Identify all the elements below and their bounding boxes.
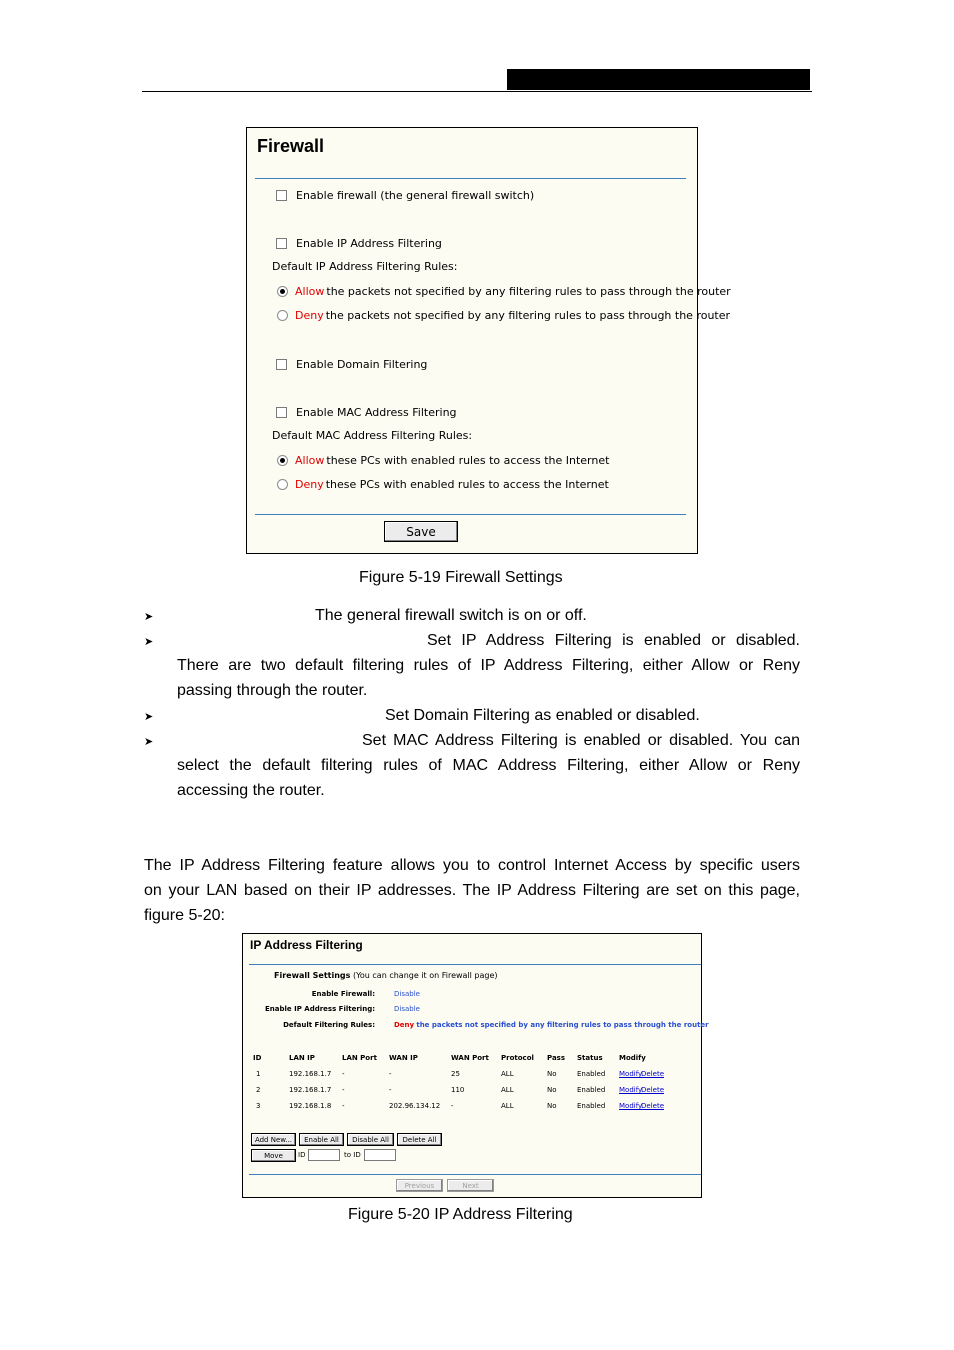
- enable-mac-filtering-row: [276, 406, 457, 419]
- mac-deny-radio[interactable]: [277, 479, 288, 490]
- enable-ip-filtering-row: [276, 237, 442, 250]
- title-divider: [255, 178, 686, 179]
- bullet-arrow-icon: ➤: [144, 711, 154, 723]
- table-row-status: Enabled: [577, 1086, 606, 1094]
- table-row-lan-port: -: [342, 1086, 345, 1094]
- settings-heading-text: Firewall Settings: [274, 971, 351, 980]
- ip-filtering-title: IP Address Filtering: [250, 938, 363, 952]
- table-row-lan-port: -: [342, 1102, 345, 1110]
- move-from-id-input[interactable]: [308, 1149, 340, 1161]
- move-to-id-label: to ID: [344, 1151, 361, 1159]
- delete-all-button[interactable]: Delete All: [397, 1133, 442, 1146]
- table-row-pass: No: [547, 1086, 557, 1094]
- firewall-settings-heading: [274, 971, 498, 980]
- default-rules-text: the packets not specified by any filtering rules to pass through the router: [416, 1021, 709, 1029]
- table-row-lan-ip: 192.168.1.7: [289, 1070, 332, 1078]
- figure-caption-5-20: Figure 5-20 IP Address Filtering: [348, 1206, 573, 1223]
- modify-link[interactable]: Modify: [619, 1070, 643, 1078]
- next-button[interactable]: Next: [447, 1179, 494, 1192]
- ip-allow-radio[interactable]: [277, 286, 288, 297]
- bullet-2-line-3: passing through the router.: [177, 682, 368, 699]
- default-rules-word: Deny: [394, 1021, 415, 1029]
- default-rules-label: Default Filtering Rules:: [283, 1021, 375, 1029]
- ip-title-divider: [249, 964, 701, 965]
- table-row-pass: No: [547, 1102, 557, 1110]
- table-row-id: 3: [256, 1102, 261, 1110]
- enable-domain-filtering-row: [276, 358, 427, 371]
- table-row-id: 2: [256, 1086, 261, 1094]
- move-button[interactable]: Move: [251, 1149, 296, 1162]
- enable-firewall-row: [276, 189, 534, 202]
- table-row-lan-ip: 192.168.1.7: [289, 1086, 332, 1094]
- enable-mac-filtering-checkbox[interactable]: [276, 407, 287, 418]
- col-header-pass: Pass: [547, 1054, 565, 1062]
- enable-firewall-label: Enable firewall (the general firewall switch): [296, 189, 535, 202]
- bullet-4-line-3: accessing the router.: [177, 782, 325, 799]
- bullet-2-line-2: There are two default filtering rules of IP Address Filtering, either Allow or Reny: [177, 657, 800, 674]
- enable-domain-filtering-checkbox[interactable]: [276, 359, 287, 370]
- enable-firewall-value: Disable: [394, 990, 420, 998]
- mac-rules-label: Default MAC Address Filtering Rules:: [272, 429, 473, 442]
- mac-allow-row: [277, 454, 609, 467]
- modify-link[interactable]: Modify: [619, 1086, 643, 1094]
- paragraph-line-3: figure 5-20:: [144, 907, 225, 924]
- bullet-2-first-line: Set IP Address Filtering is enabled or disabled.: [427, 632, 800, 649]
- enable-ip-filtering-checkbox[interactable]: [276, 238, 287, 249]
- enable-mac-filtering-label: Enable MAC Address Filtering: [296, 406, 457, 419]
- mac-allow-word: Allow: [295, 454, 325, 467]
- table-row-wan-ip: -: [389, 1086, 392, 1094]
- ip-allow-text: the packets not specified by any filtering rules to pass through the router: [326, 285, 731, 298]
- enable-ip-filtering-value: Disable: [394, 1005, 420, 1013]
- bullet-3-text: Set Domain Filtering as enabled or disabled.: [385, 707, 700, 724]
- previous-button[interactable]: Previous: [396, 1179, 443, 1192]
- ip-rules-label: Default IP Address Filtering Rules:: [272, 260, 458, 273]
- table-row-wan-ip: 202.96.134.12: [389, 1102, 441, 1110]
- enable-all-button[interactable]: Enable All: [299, 1133, 344, 1146]
- default-rules-value: [394, 1021, 709, 1029]
- table-row-protocol: ALL: [501, 1070, 514, 1078]
- enable-firewall-checkbox[interactable]: [276, 190, 287, 201]
- ip-allow-row: [277, 285, 731, 298]
- table-row-lan-ip: 192.168.1.8: [289, 1102, 332, 1110]
- ip-deny-text: the packets not specified by any filtering rules to pass through the router: [325, 309, 731, 322]
- firewall-title: Firewall: [257, 136, 325, 156]
- enable-ip-filtering-label: Enable IP Address Filtering:: [265, 1005, 375, 1013]
- paragraph-line-1: The IP Address Filtering feature allows you to control Internet Access by specific users: [144, 857, 800, 874]
- move-id-label: ID: [298, 1151, 306, 1159]
- delete-link[interactable]: Delete: [641, 1102, 664, 1110]
- enable-firewall-label: Enable Firewall:: [311, 990, 375, 998]
- disable-all-button[interactable]: Disable All: [347, 1133, 394, 1146]
- mac-allow-radio[interactable]: [277, 455, 288, 466]
- delete-link[interactable]: Delete: [641, 1070, 664, 1078]
- col-header-lan-ip: LAN IP: [289, 1054, 315, 1062]
- modify-link[interactable]: Modify: [619, 1102, 643, 1110]
- bullet-4-line-2: select the default filtering rules of MAC Address Filtering, either Allow or Reny: [177, 757, 800, 774]
- ip-deny-word: Deny: [295, 309, 324, 322]
- bullet-arrow-icon: ➤: [144, 736, 154, 748]
- bullet-1-text: The general firewall switch is on or off.: [315, 607, 587, 624]
- header-bar: [507, 69, 810, 90]
- mac-allow-text: these PCs with enabled rules to access the Internet: [326, 454, 610, 467]
- paragraph-line-2: on your LAN based on their IP addresses. The IP Address Filtering are set on this page,: [144, 882, 800, 899]
- table-row-status: Enabled: [577, 1070, 606, 1078]
- bullet-arrow-icon: ➤: [144, 611, 154, 623]
- col-header-modify: Modify: [619, 1054, 646, 1062]
- ip-allow-word: Allow: [295, 285, 325, 298]
- col-header-id: ID: [253, 1054, 262, 1062]
- bullet-arrow-icon: ➤: [144, 636, 154, 648]
- mac-deny-text: these PCs with enabled rules to access the Internet: [325, 478, 609, 491]
- col-header-lan-port: LAN Port: [342, 1054, 377, 1062]
- delete-link[interactable]: Delete: [641, 1086, 664, 1094]
- enable-domain-filtering-label: Enable Domain Filtering: [296, 358, 428, 371]
- ip-deny-row: [277, 309, 730, 322]
- mac-deny-word: Deny: [295, 478, 324, 491]
- table-row-wan-port: 25: [451, 1070, 460, 1078]
- header-rule: [142, 91, 812, 92]
- settings-note-text: (You can change it on Firewall page): [352, 971, 498, 980]
- table-row-wan-port: -: [451, 1102, 454, 1110]
- mac-deny-row: [277, 478, 609, 491]
- table-row-id: 1: [256, 1070, 261, 1078]
- firewall-panel: [246, 127, 731, 554]
- ip-footer-divider: [249, 1174, 701, 1175]
- table-row-wan-port: 110: [451, 1086, 465, 1094]
- footer-divider: [255, 514, 686, 515]
- enable-ip-filtering-label: Enable IP Address Filtering: [296, 237, 442, 250]
- save-button[interactable]: Save: [384, 521, 458, 542]
- col-header-protocol: Protocol: [501, 1054, 534, 1062]
- table-row-protocol: ALL: [501, 1102, 514, 1110]
- table-row-wan-ip: -: [389, 1070, 392, 1078]
- ip-deny-radio[interactable]: [277, 310, 288, 321]
- figure-caption-5-19: Figure 5-19 Firewall Settings: [359, 569, 563, 586]
- move-to-id-input[interactable]: [364, 1149, 396, 1161]
- bullet-4-first-line: Set MAC Address Filtering is enabled or disabled. You can: [362, 732, 800, 749]
- col-header-wan-ip: WAN IP: [389, 1054, 418, 1062]
- table-row-pass: No: [547, 1070, 557, 1078]
- table-row-status: Enabled: [577, 1102, 606, 1110]
- table-row-lan-port: -: [342, 1070, 345, 1078]
- col-header-status: Status: [577, 1054, 603, 1062]
- add-new-button[interactable]: Add New...: [251, 1133, 296, 1146]
- table-row-protocol: ALL: [501, 1086, 514, 1094]
- col-header-wan-port: WAN Port: [451, 1054, 489, 1062]
- ip-filtering-panel: [242, 933, 709, 1198]
